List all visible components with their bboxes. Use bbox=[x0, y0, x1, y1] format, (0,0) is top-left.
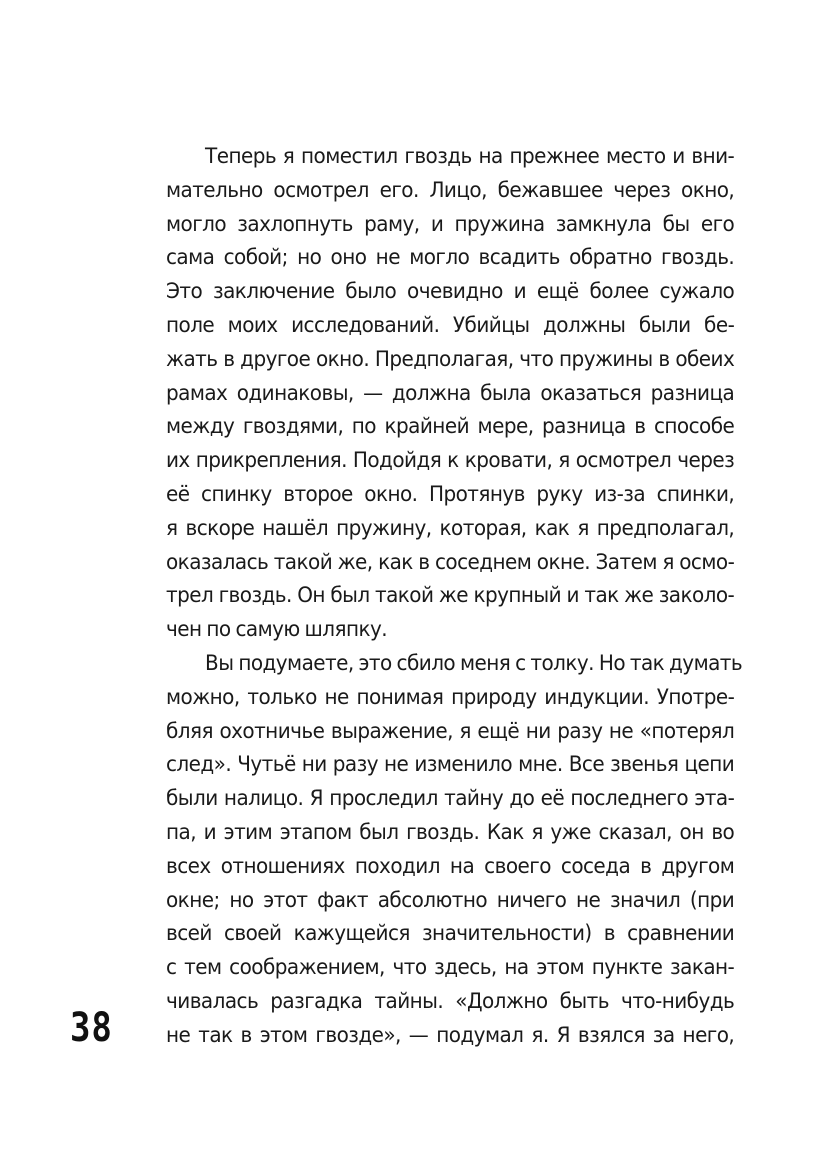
text-line: Это заключение было очевидно и ещё более сужало bbox=[166, 279, 735, 305]
text-line: рамах одинаковы, — должна была оказаться разница bbox=[166, 380, 735, 406]
text-line: оказалась такой же, как в соседнем окне. Затем я осмо- bbox=[166, 549, 735, 575]
text-line: её спинку второе окно. Протянув руку из-за спинки, bbox=[166, 481, 735, 507]
text-line: чен по самую шляпку. bbox=[166, 617, 388, 643]
text-line: их прикрепления. Подойдя к кровати, я осмотрел через bbox=[166, 448, 735, 474]
text-line: па, и этим этапом был гвоздь. Как я уже сказал, он во bbox=[166, 819, 735, 845]
page-number: 38 bbox=[70, 1005, 113, 1051]
paragraph-1 bbox=[166, 140, 734, 647]
text-line: окне; но этот факт абсолютно ничего не значил (при bbox=[166, 887, 735, 913]
text-line: сама собой; но оно не могло всадить обратно гвоздь. bbox=[166, 245, 735, 271]
text-line: всей своей кажущейся значительности) в сравнении bbox=[166, 921, 735, 947]
text-line: жать в другое окно. Предполагая, что пружины в обеих bbox=[166, 346, 735, 372]
text-line: можно, только не понимая природу индукции. Употре- bbox=[166, 684, 735, 710]
text-line: я вскоре нашёл пружину, которая, как я предполагал, bbox=[166, 515, 735, 541]
text-line: не так в этом гвозде», — подумал я. Я взялся за него, bbox=[166, 1022, 735, 1048]
text-line: могло захлопнуть раму, и пружина замкнула бы его bbox=[166, 211, 735, 237]
text-line: были налицо. Я проследил тайну до её последнего эта- bbox=[166, 786, 735, 812]
text-line: бляя охотничье выражение, я ещё ни разу не «потерял bbox=[166, 718, 735, 744]
text-line: между гвоздями, по крайней мере, разница в способе bbox=[166, 414, 735, 440]
text-line: с тем соображением, что здесь, на этом пункте закан- bbox=[166, 955, 735, 981]
text-line: след». Чутьё ни разу не изменило мне. Все звенья цепи bbox=[166, 752, 735, 778]
text-line: Вы подумаете, это сбило меня с толку. Но так думать bbox=[205, 650, 743, 676]
text-line: мательно осмотрел его. Лицо, бежавшее через окно, bbox=[166, 177, 735, 203]
text-line: всех отношениях походил на своего соседа в другом bbox=[166, 853, 735, 879]
text-line: Теперь я поместил гвоздь на прежнее место и вни- bbox=[205, 144, 735, 169]
body-text bbox=[166, 140, 743, 1053]
text-line: поле моих исследований. Убийцы должны были бе- bbox=[166, 312, 735, 338]
paragraph-2 bbox=[166, 647, 743, 1053]
text-line: чивалась разгадка тайны. «Должно быть что-нибудь bbox=[166, 988, 735, 1014]
text-line: трел гвоздь. Он был такой же крупный и так же заколо- bbox=[166, 583, 735, 609]
